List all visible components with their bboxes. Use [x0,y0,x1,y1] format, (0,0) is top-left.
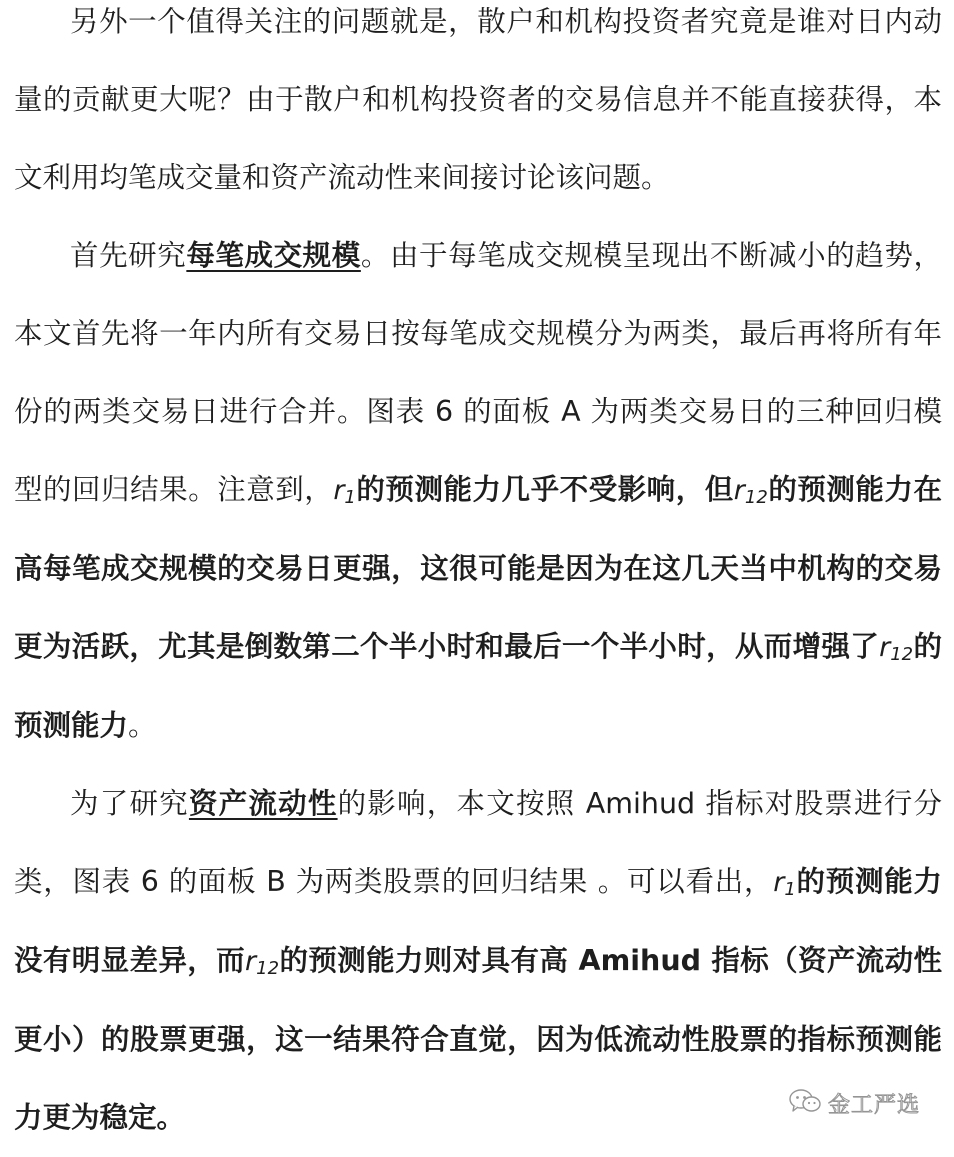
paragraph-1 [14,0,942,217]
bold-text: 的预测能力几乎不受影响，但 [355,473,734,506]
body-text: 首先研究 [70,239,187,272]
watermark-text: 金工严选 [828,1092,921,1118]
math-variable [773,867,796,898]
underlined-keyword: 资产流动性 [188,787,338,820]
variable-subscript: 12 [890,644,914,665]
body-text: 。由于每笔成交规模呈现出不断减小的趋势，本文首先将一年内所有交易日按每笔成交规模分为两类，最后再将所有年份的两类交易日进行合并。图表 6 的面板 A 为两类交易日的三种回归模型的回归结果。注意到， [14,239,942,506]
variable-symbol: r [333,475,345,506]
variable-subscript: 12 [744,487,768,508]
variable-subscript: 1 [784,879,796,900]
bold-text: 的预测能力则对具有高 Amihud 指标（资产流动性更小）的股票更强，这一结果符合直觉，因为低流动性股票的指标预测能力更为稳定。 [14,944,942,1134]
body-text: 的影响，本文按照 Amihud 指标对股票进行分类，图表 6 的面板 B 为两类股票的回归结果 。可以看出， [14,787,942,898]
math-variable [245,946,279,977]
variable-subscript: 12 [256,958,280,979]
bold-text: 的预测能力 [14,630,942,742]
math-variable [734,475,768,506]
variable-subscript: 1 [344,487,356,508]
variable-symbol: r [245,946,257,977]
math-variable [879,632,913,663]
paragraph-2 [14,217,942,765]
math-variable [333,475,356,506]
watermark [788,1086,920,1120]
article-body [14,0,942,1157]
variable-symbol: r [733,475,745,506]
underlined-keyword: 每笔成交规模 [186,239,361,272]
body-text: 另外一个值得关注的问题就是，散户和机构投资者究竟是谁对日内动量的贡献更大呢？由于散户和机构投资者的交易信息并不能直接获得，本文利用均笔成交量和资产流动性来间接讨论该问题。 [14,5,942,194]
body-text: 。 [128,709,157,742]
variable-symbol: r [773,867,785,898]
variable-symbol: r [879,632,891,663]
bold-text: 的预测能力没有明显差异，而 [14,865,942,977]
bold-text: 的预测能力在高每笔成交规模的交易日更强，这很可能是因为在这几天当中机构的交易更为活跃，尤其是倒数第二个半小时和最后一个半小时，从而增强了 [14,473,942,663]
body-text: 为了研究 [70,787,189,820]
wechat-icon [788,1087,822,1120]
